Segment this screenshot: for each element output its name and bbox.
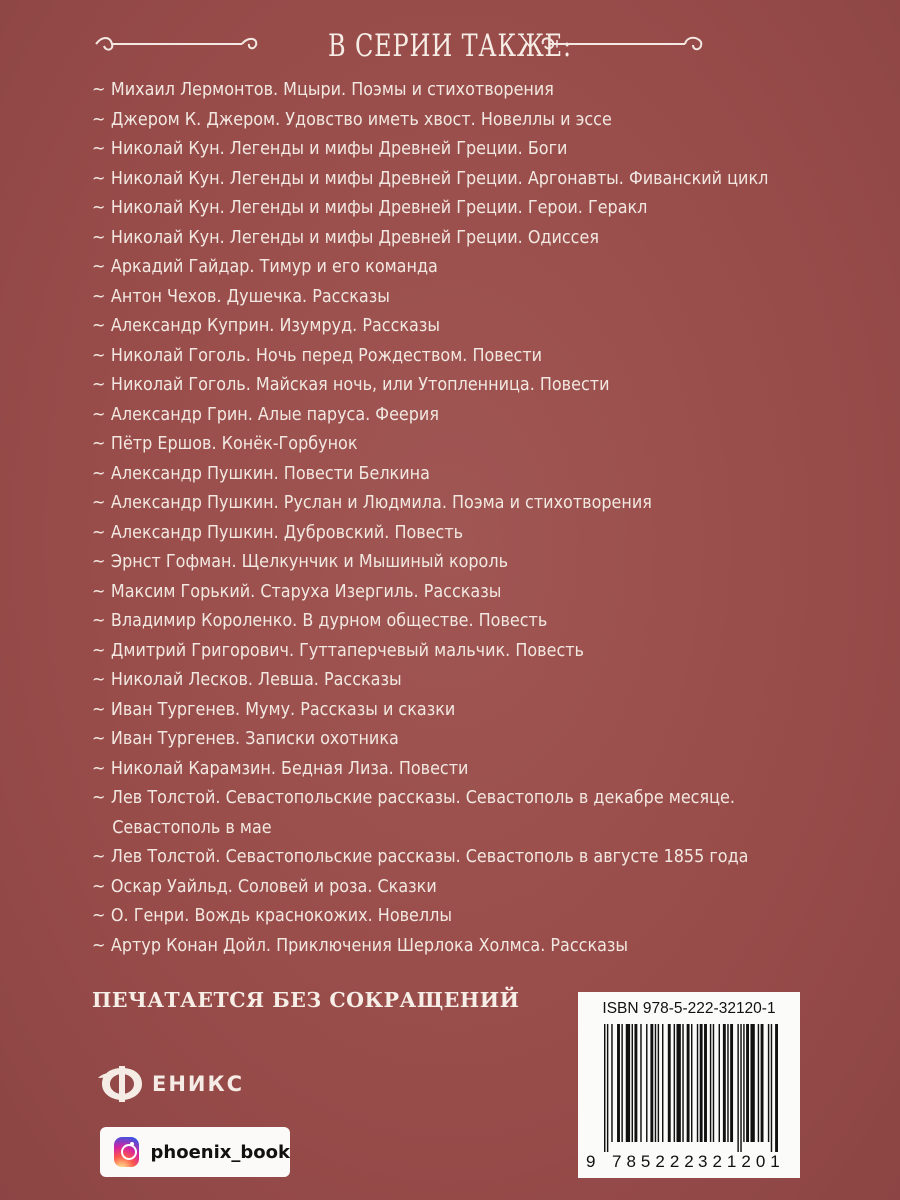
- barcode-bar: [650, 1024, 653, 1142]
- list-item: ~ Николай Кун. Легенды и мифы Древней Греции. Аргонавты. Фиванский цикл: [92, 168, 769, 189]
- barcode-bar: [713, 1024, 714, 1142]
- phoenix-logo-icon: [96, 1064, 148, 1104]
- list-item: ~ О. Генри. Вождь краснокожих. Новеллы: [92, 906, 452, 926]
- barcode-bar: [677, 1024, 681, 1142]
- barcode-bar: [607, 1024, 608, 1152]
- barcode-bar: [740, 1024, 741, 1152]
- list-item: ~ Николай Кун. Легенды и мифы Древней Греции. Одиссея: [92, 227, 599, 248]
- barcode-bar: [687, 1024, 690, 1142]
- instagram-badge: [100, 1127, 290, 1177]
- barcode-bar: [697, 1024, 698, 1142]
- list-item: ~ Джером К. Джером. Удовство иметь хвост. Новеллы и эссе: [92, 109, 612, 130]
- barcode-box: [578, 992, 800, 1178]
- instagram-icon: [114, 1137, 139, 1167]
- barcode-bar: [640, 1024, 641, 1142]
- list-item: ~ Иван Тургенев. Муму. Рассказы и сказки: [92, 699, 456, 720]
- barcode-bar: [658, 1024, 659, 1142]
- list-item: ~ Владимир Короленко. В дурном обществе. Повесть: [92, 611, 548, 631]
- barcode-bar: [674, 1024, 675, 1142]
- barcode-bar: [700, 1024, 703, 1142]
- list-item: ~ Артур Конан Дойл. Приключения Шерлока Холмса. Рассказы: [92, 935, 629, 956]
- list-item: ~ Лев Толстой. Севастопольские рассказы. Севастополь в декабре месяце. Севастополь в мае: [92, 788, 735, 838]
- barcode-bar: [737, 1024, 738, 1152]
- series-list: [92, 76, 852, 961]
- barcode-bar: [750, 1024, 754, 1142]
- barcode-bar: [682, 1024, 683, 1142]
- isbn-number: ISBN 978-5-222-32120-1: [602, 1000, 776, 1017]
- barcode-bar: [634, 1024, 637, 1142]
- list-item: ~ Александр Пушкин. Руслан и Людмила. Поэма и стихотворения: [92, 493, 652, 513]
- barcode-bar: [758, 1024, 759, 1142]
- list-item: ~ Николай Кун. Легенды и мифы Древней Греции. Боги: [92, 139, 568, 159]
- barcode-bar: [704, 1024, 707, 1142]
- list-item: ~ Аркадий Гайдар. Тимур и его команда: [92, 257, 438, 277]
- barcode-bar: [743, 1024, 744, 1142]
- flourish-right-ornament: [535, 32, 707, 56]
- barcode-bar: [617, 1024, 620, 1142]
- list-item: ~ Оскар Уайльд. Соловей и роза. Сказки: [92, 876, 437, 897]
- publisher-logo: [96, 1062, 244, 1106]
- list-item: ~ Дмитрий Григорович. Гуттаперчевый мальчик. Повесть: [92, 640, 584, 661]
- list-item: ~ Максим Горький. Старуха Изергиль. Рассказы: [92, 581, 502, 602]
- barcode-bar: [621, 1024, 622, 1142]
- series-header: [0, 18, 900, 74]
- barcode-bar: [662, 1024, 663, 1142]
- list-item: ~ Пётр Ершов. Конёк-Горбунок: [92, 434, 358, 454]
- list-item: ~ Эрнст Гофман. Щелкунчик и Мышиный король: [92, 552, 509, 572]
- list-item: ~ Николай Карамзин. Бедная Лиза. Повести: [92, 758, 469, 779]
- barcode-bar: [710, 1024, 711, 1142]
- barcode-bar: [771, 1024, 772, 1152]
- barcode-bar: [646, 1024, 647, 1142]
- barcode-bar: [730, 1024, 733, 1142]
- ean-left-group: 785222: [612, 1152, 699, 1171]
- list-item: ~ Николай Гоголь. Майская ночь, или Утопленница. Повести: [92, 375, 610, 395]
- barcode-bar: [655, 1024, 656, 1142]
- barcode-bar: [611, 1024, 612, 1142]
- barcode-bar: [632, 1024, 633, 1142]
- series-title: В СЕРИИ ТАКЖЕ:: [327, 28, 572, 64]
- list-item: ~ Антон Чехов. Душечка. Рассказы: [92, 286, 390, 307]
- instagram-handle: phoenix_book: [150, 1141, 290, 1163]
- list-item: ~ Михаил Лермонтов. Мцыри. Поэмы и стихотворения: [92, 80, 554, 100]
- list-item: ~ Александр Грин. Алые паруса. Феерия: [92, 404, 439, 425]
- barcode-bar: [727, 1024, 728, 1142]
- list-item: ~ Николай Кун. Легенды и мифы Древней Греции. Герои. Геракл: [92, 198, 648, 218]
- ean-right-group: 321201: [698, 1152, 785, 1171]
- barcode-bar: [761, 1024, 764, 1142]
- list-item: ~ Александр Пушкин. Дубровский. Повесть: [92, 522, 464, 543]
- barcode-bar: [719, 1024, 720, 1142]
- list-item: ~ Александр Куприн. Изумруд. Рассказы: [92, 316, 440, 336]
- barcode-bar: [668, 1024, 671, 1142]
- barcode-bar: [775, 1024, 778, 1152]
- barcode-bar: [691, 1024, 692, 1142]
- barcode-bars: [600, 1024, 780, 1152]
- publisher-name: ЕНИКС: [152, 1072, 245, 1096]
- barcode-bar: [746, 1024, 749, 1142]
- list-item: ~ Иван Тургенев. Записки охотника: [92, 729, 399, 749]
- barcode-bar: [604, 1024, 605, 1152]
- list-item: ~ Николай Лесков. Левша. Рассказы: [92, 670, 402, 690]
- list-item: ~ Николай Гоголь. Ночь перед Рождеством. Повести: [92, 345, 543, 366]
- barcode-bar: [723, 1024, 726, 1142]
- ean-first-digit: 9: [586, 1152, 596, 1171]
- unabridged-notice: ПЕЧАТАЕТСЯ БЕЗ СОКРАЩЕНИЙ: [92, 988, 520, 1012]
- barcode-bar: [768, 1024, 769, 1142]
- barcode-bar: [626, 1024, 630, 1142]
- list-item: ~ Лев Толстой. Севастопольские рассказы. Севастополь в августе 1855 года: [92, 847, 749, 867]
- list-item: ~ Александр Пушкин. Повести Белкина: [92, 463, 430, 484]
